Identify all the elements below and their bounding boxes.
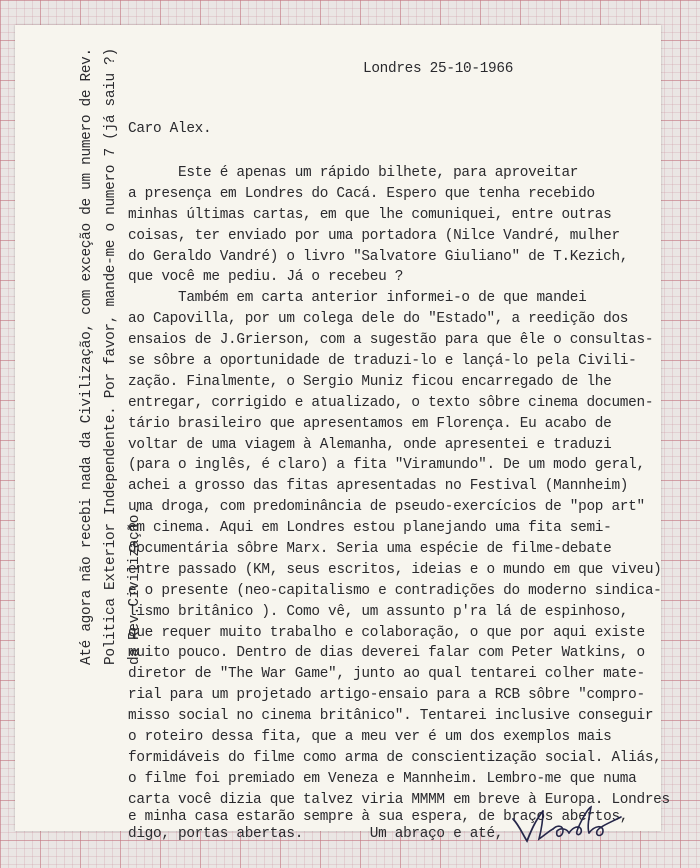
closing-line: carta você dizia que talvez viria MMMM em breve à Europa. Londres: [128, 792, 670, 808]
body-line: que requer muito trabalho e colaboração, o que por aqui existe: [128, 624, 645, 641]
body-line: zação. Finalmente, o Sergio Muniz ficou encarregado de lhe: [128, 373, 612, 390]
body-line: muito pouco. Dentro de dias deverei falar com Peter Watkins, o: [128, 645, 645, 662]
body-line: se sôbre a oportunidade de traduzi-lo e lançá-lo pela Civili-: [128, 353, 637, 370]
body-line: o filme foi premiado em Veneza e Mannheim. Lembro-me que numa: [128, 770, 637, 787]
body-line: formidáveis do filme como arma de conscientização social. Aliás,: [128, 749, 662, 766]
body-line: ao Capovilla, por um colega dele do "Estado", a reedição dos: [128, 311, 629, 328]
body-line: minhas últimas cartas, em que lhe comuniquei, entre outras: [128, 206, 612, 223]
body-line: Este é apenas um rápido bilhete, para aproveitar: [128, 165, 579, 181]
body-line: coisas, ter enviado por uma portadora (Nilce Vandré, mulher: [128, 227, 620, 244]
body-line: entre passado (KM, seus escritos, ideias e o mundo em que viveu): [128, 561, 662, 578]
body-line: Também em carta anterior informei-o de que mandei: [128, 290, 587, 307]
closing-line: digo, portas abertas. Um abraço e até,: [128, 826, 504, 842]
body-line: que você me pediu. Já o recebeu ?: [128, 269, 404, 286]
body-line: (para o inglês, é claro) a fita "Viramundo". De um modo geral,: [128, 457, 645, 474]
body-line: e o presente (neo-capitalismo e contradições do moderno sindica-: [128, 582, 662, 599]
body-line: em cinema. Aqui em Londres estou planejando uma fita semi-: [128, 520, 612, 537]
body-line: rial para um projetado artigo-ensaio para a RCB sôbre "compro-: [128, 687, 645, 704]
margin-note-line: da Rev.Civilização.: [127, 506, 143, 665]
letter-date: Londres 25-10-1966: [363, 61, 514, 77]
margin-note-line: Até agora não recebi nada da Civilização, com exceção de um numero de Rev.: [79, 48, 95, 665]
body-line: tário brasileiro que apresentamos em Florença. Eu acabo de: [128, 415, 612, 432]
body-line: diretor de "The War Game", junto ao qual tentarei colher mate-: [128, 666, 645, 683]
body-line: voltar de uma viagem à Alemanha, onde apresentei e traduzi: [128, 436, 612, 453]
body-line: entregar, corrigido e atualizado, o texto sôbre cinema documen-: [128, 394, 654, 411]
body-line: lismo britânico ). Como vê, um assunto p'ra lá de espinhoso,: [128, 603, 629, 620]
body-line: achei a grosso das fitas apresentadas no Festival (Mannheim): [128, 478, 629, 495]
body-line: o roteiro dessa fita, que a meu ver é um dos exemplos mais: [128, 729, 612, 746]
handwritten-signature: [509, 805, 629, 855]
body-line: uma droga, com predominância de pseudo-exercícios de "pop art": [128, 499, 645, 516]
body-line: ensaios de J.Grierson, com a sugestão para que êle o consultas-: [128, 332, 654, 349]
salutation: Caro Alex.: [128, 121, 212, 137]
letter-sheet: [15, 25, 670, 842]
body-line: a presença em Londres do Cacá. Espero que tenha recebido: [128, 185, 595, 202]
margin-note-line: Politica Exterior Independente. Por favor, mande-me o numero 7 (já saiu ?): [103, 48, 119, 665]
margin-note: [75, 48, 147, 665]
body-line: do Geraldo Vandré) o livro "Salvatore Giuliano" de T.Kezich,: [128, 248, 629, 265]
letter-body: [128, 163, 662, 790]
closing-line: e minha casa estarão sempre à sua espera, de braços abertos,: [128, 809, 629, 825]
body-line: misso social no cinema britânico". Tentarei inclusive conseguir: [128, 708, 654, 725]
body-line: documentária sôbre Marx. Seria uma espécie de filme-debate: [128, 541, 612, 558]
